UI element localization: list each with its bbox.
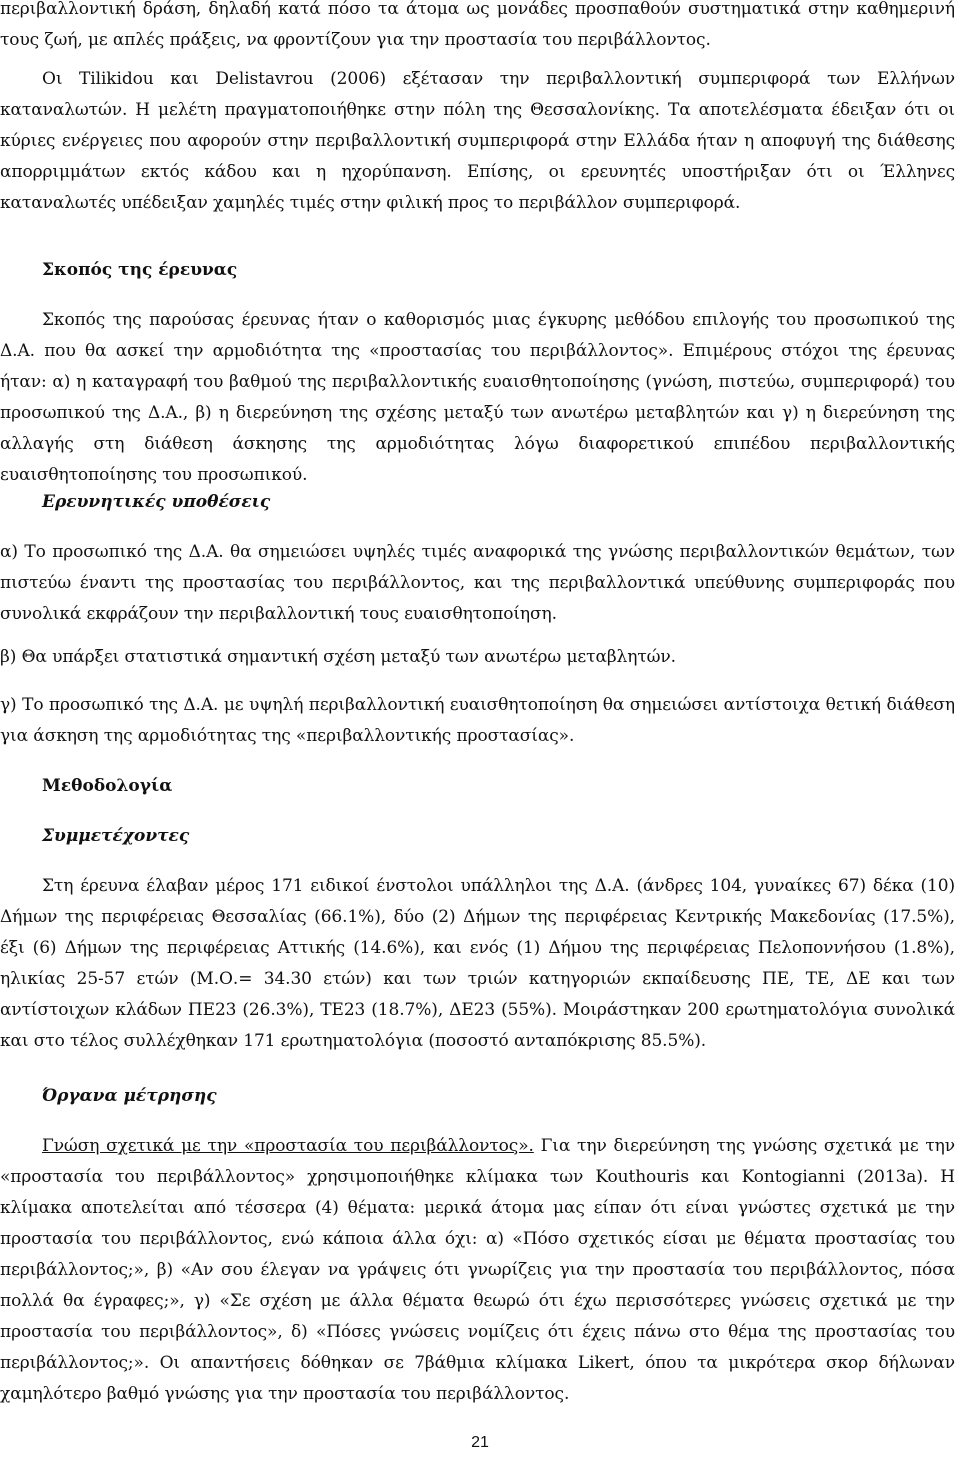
hypothesis-a: α) Το προσωπικό της Δ.Α. θα σημειώσει υψηλές τιμές αναφορικά της γνώσης περιβαλλοντικών θεμάτων, των πιστεύω έναντι της προστασίας του περιβάλλοντος, και της περιβαλλοντικά υπεύθυνης συμπεριφοράς που συνολικά εκφράζουν την περιβαλλοντική τους ευαισθητοποίηση.	[0, 542, 955, 624]
page-number: 21	[471, 1434, 489, 1451]
heading-hypotheses: Ερευνητικές υποθέσεις	[42, 492, 271, 512]
heading-instruments: Όργανα μέτρησης	[42, 1086, 217, 1106]
heading-methodology: Μεθοδολογία	[42, 776, 173, 796]
hypothesis-b: β) Θα υπάρξει στατιστικά σημαντική σχέση μεταξύ των ανωτέρω μεταβλητών.	[0, 647, 676, 667]
heading-participants: Συμμετέχοντες	[42, 826, 190, 846]
knowledge-scale-description: Για την διερεύνηση της γνώσης σχετικά με την «προστασία του περιβάλλοντος» χρησιμοποιήθηκε κλίμακα των Kouthouris και Kontogianni (2013a). Η κλίμακα αποτελείται από τέσσερα (4) θέματα: μερικά άτομα μας είπαν ότι είναι γνώστες σχετικά με την προστασία του περιβάλλοντος, ενώ κάποια άλλα όχι: α) «Πόσο σχετικός είσαι με θέματα προστασίας του περιβάλλοντος;», β) «Αν σου έλεγαν να γράψεις ότι γνωρίζεις για την προστασία του περιβάλλοντος, πόσα πολλά θα έγραφες;», γ) «Σε σχέση με άλλα θέματα θεωρώ ότι έχω περισσότερες γνώσεις σχετικά με την προστασία του περιβάλλοντος», δ) «Πόσες γνώσεις νομίζεις ότι έχεις πάνω στο θέμα της προστασίας του περιβάλλοντος;». Οι απαντήσεις δόθηκαν σε 7βάθμια κλίμακα Likert, όπου τα μικρότερα σκορ δήλωναν χαμηλότερο βαθμό γνώσης για την προστασία του περιβάλλοντος.	[0, 1136, 955, 1404]
paragraph-tilikidou-study: Οι Tilikidou και Delistavrou (2006) εξέτασαν την περιβαλλοντική συμπεριφορά των Ελλήνων καταναλωτών. Η μελέτη πραγματοποιήθηκε στην πόλη της Θεσσαλονίκης. Τα αποτελέσματα έδειξαν ότι οι κύριες ενέργειες που αφορούν στην περιβαλλοντική συμπεριφορά στην Ελλάδα ήταν η αποφυγή της διάθεσης απορριμμάτων εκτός κάδου και η ηχορύπανση. Επίσης, οι ερευνητές υποστήριξαν ότι οι Έλληνες καταναλωτές υπέδειξαν χαμηλές τιμές στην φιλική προς το περιβάλλον συμπεριφορά.	[0, 69, 955, 213]
knowledge-scale-title: Γνώση σχετικά με την «προστασία του περιβάλλοντος».	[42, 1136, 534, 1156]
hypothesis-c: γ) Το προσωπικό της Δ.Α. με υψηλή περιβαλλοντική ευαισθητοποίηση θα σημειώσει αντίστοιχα θετική διάθεση για άσκηση της αρμοδιότητας της «περιβαλλοντικής προστασίας».	[0, 695, 955, 746]
paragraph-knowledge-scale	[0, 1131, 955, 1410]
paragraph-participants: Στη έρευνα έλαβαν μέρος 171 ειδικοί ένστολοι υπάλληλοι της Δ.Α. (άνδρες 104, γυναίκες 67) δέκα (10) Δήμων της περιφέρειας Θεσσαλίας (66.1%), δύο (2) Δήμων της περιφέρειας Κεντρικής Μακεδονίας (17.5%), έξι (6) Δήμων της περιφέρειας Αττικής (14.6%), και ενός (1) Δήμου της περιφέρειας Πελοποννήσου (1.8%), ηλικίας 25-57 ετών (Μ.Ο.= 34.30 ετών) και των τριών κατηγοριών εκπαίδευσης ΠΕ, ΤΕ, ΔΕ και των αντίστοιχων κλάδων ΠΕ23 (26.3%), ΤΕ23 (18.7%), ΔΕ23 (55%). Μοιράστηκαν 200 ερωτηματολόγια συνολικά και στο τέλος συλλέχθηκαν 171 ερωτηματολόγια (ποσοστό ανταπόκρισης 85.5%).	[0, 876, 955, 1051]
heading-research-aim: Σκοπός της έρευνας	[42, 260, 238, 280]
paragraph-research-aim: Σκοπός της παρούσας έρευνας ήταν ο καθορισμός μιας έγκυρης μεθόδου επιλογής του προσωπικού της Δ.Α. που θα ασκεί την αρμοδιότητα της «προστασίας του περιβάλλοντος». Επιμέρους στόχοι της έρευνας ήταν: α) η καταγραφή του βαθμού της περιβαλλοντικής ευαισθητοποίησης (γνώση, πιστεύω, συμπεριφορά) του προσωπικού της Δ.Α., β) η διερεύνηση της σχέσης μεταξύ των ανωτέρω μεταβλητών και γ) η διερεύνηση της αλλαγής στη διάθεση άσκησης της αρμοδιότητας λόγω διαφορετικού επιπέδου περιβαλλοντικής ευαισθητοποίησης του προσωπικού.	[0, 310, 955, 485]
paragraph-intro-continuation: περιβαλλοντική δράση, δηλαδή κατά πόσο τα άτομα ως μονάδες προσπαθούν συστηματικά στην καθημερινή τους ζωή, με απλές πράξεις, να φροντίζουν για την προστασία του περιβάλλοντος.	[0, 0, 955, 50]
